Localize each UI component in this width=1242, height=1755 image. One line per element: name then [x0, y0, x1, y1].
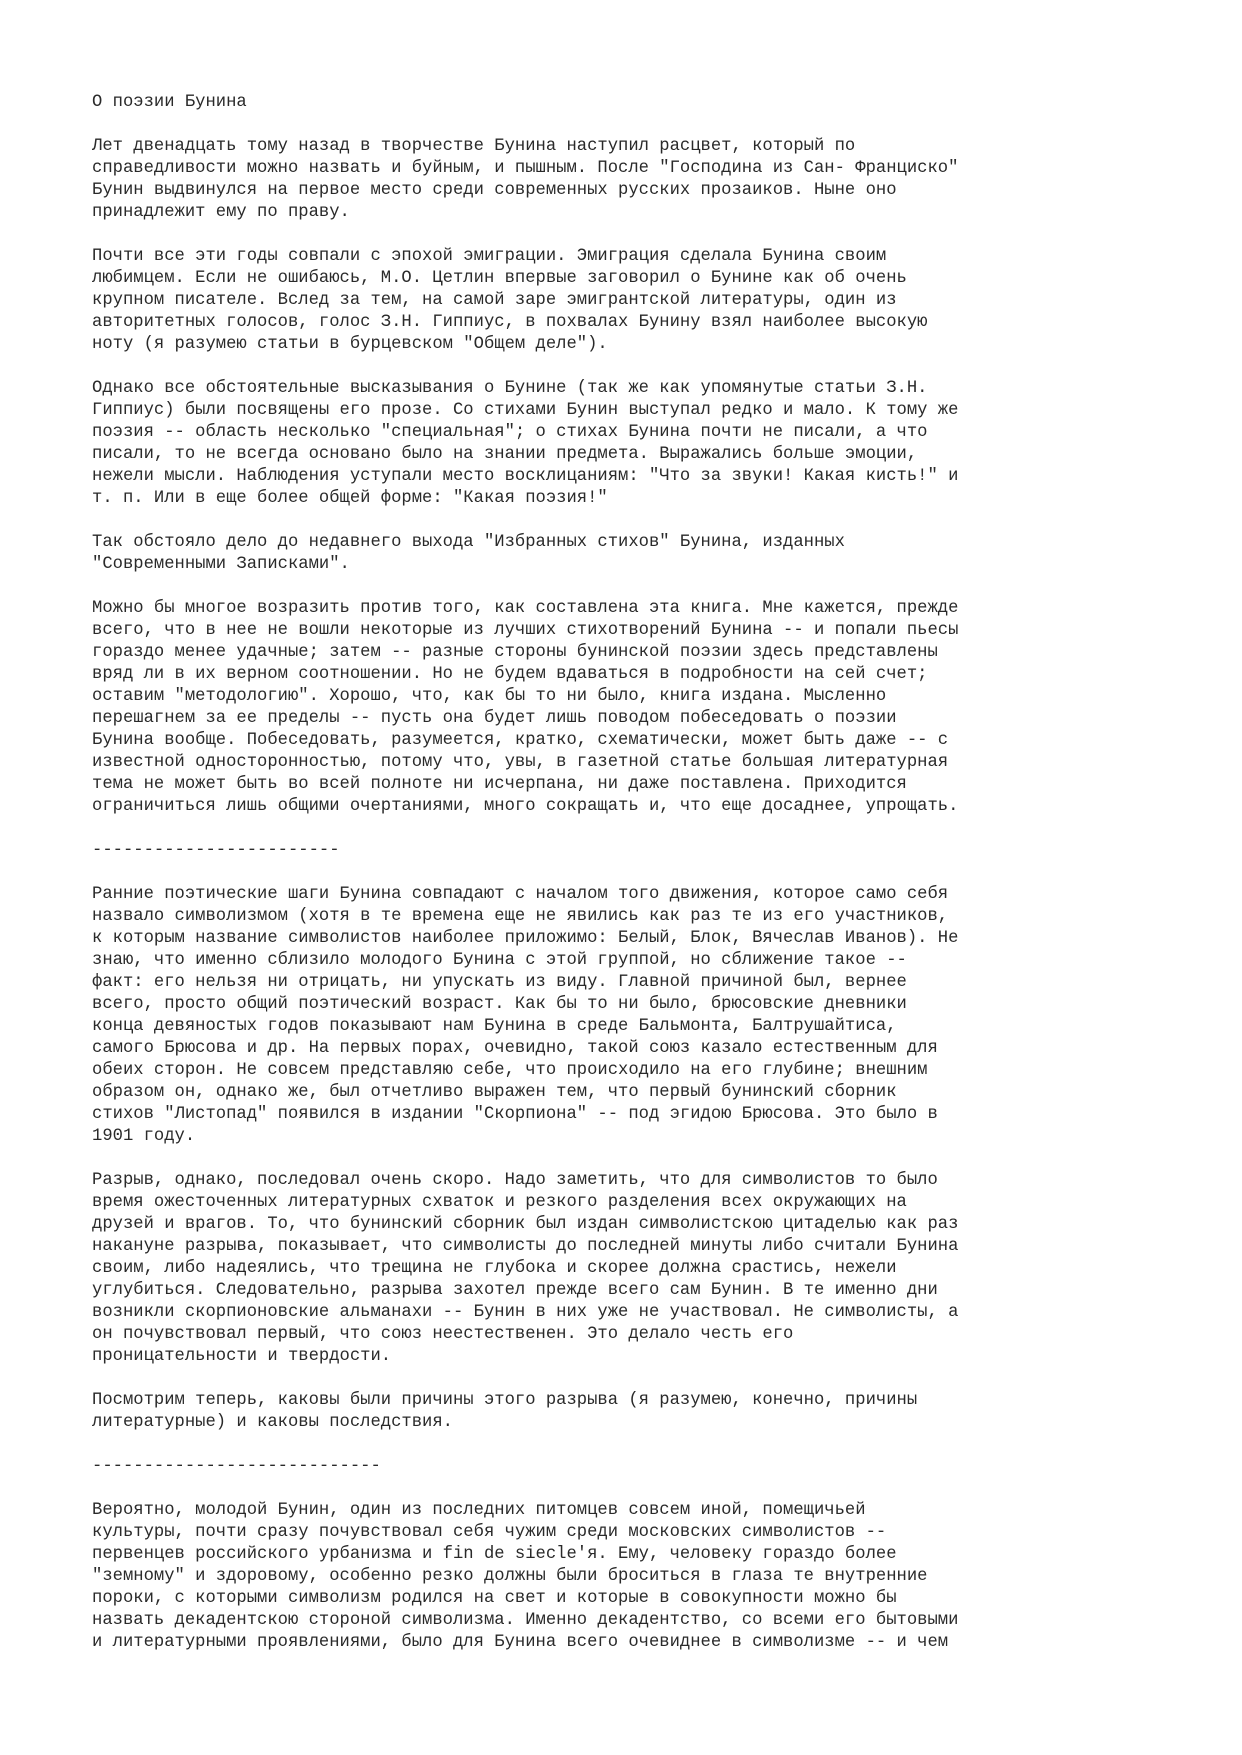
- text-line: гораздо менее удачные; затем -- разные стороны бунинской поэзии здесь представлены: [92, 643, 938, 662]
- text-line: пороки, с которыми символизм родился на свет и которые в совокупности можно бы: [92, 1589, 897, 1608]
- text-line: самого Брюсова и др. На первых порах, очевидно, такой союз казало естественным для: [92, 1039, 938, 1058]
- text-line: принадлежит ему по праву.: [92, 203, 350, 222]
- paragraph: [92, 1390, 1202, 1434]
- paragraph: [92, 884, 1202, 1148]
- text-line: и литературными проявлениями, было для Бунина всего очевиднее в символизме -- и чем: [92, 1633, 949, 1652]
- text-line: Разрыв, однако, последовал очень скоро. Надо заметить, что для символистов то было: [92, 1171, 938, 1190]
- text-line: своим, либо надеялись, что трещина не глубока и скорее должна срастись, нежели: [92, 1259, 897, 1278]
- text-line: Посмотрим теперь, каковы были причины этого разрыва (я разумею, конечно, причины: [92, 1391, 918, 1410]
- text-line: Вероятно, молодой Бунин, один из последних питомцев совсем иной, помещичьей: [92, 1501, 866, 1520]
- text-line: конца девяностых годов показывают нам Бунина в среде Бальмонта, Балтрушайтиса,: [92, 1017, 897, 1036]
- text-line: литературные) и каковы последствия.: [92, 1413, 453, 1432]
- paragraph: [92, 378, 1202, 510]
- text-line: проницательности и твердости.: [92, 1347, 392, 1366]
- text-line: "Современными Записками".: [92, 555, 350, 574]
- text-line: образом он, однако же, был отчетливо выражен тем, что первый бунинский сборник: [92, 1083, 897, 1102]
- text-line: всего, просто общий поэтический возраст. Как бы то ни было, брюсовские дневники: [92, 995, 907, 1014]
- text-line: ------------------------: [92, 841, 340, 860]
- section-divider: [92, 1456, 1202, 1478]
- section-divider: [92, 840, 1202, 862]
- text-line: перешагнем за ее пределы -- пусть она будет лишь поводом побеседовать о поэзии: [92, 709, 897, 728]
- text-line: стихов "Листопад" появился в издании "Скорпиона" -- под эгидою Брюсова. Это было в: [92, 1105, 938, 1124]
- paragraph-gap: [92, 1478, 1202, 1500]
- text-line: справедливости можно назвать и буйным, и пышным. После "Господина из Сан- Франциско": [92, 159, 959, 178]
- text-line: друзей и врагов. То, что бунинский сборник был издан символистскою цитаделью как раз: [92, 1215, 959, 1234]
- document-body: [92, 136, 1202, 1654]
- text-line: крупном писателе. Вслед за тем, на самой заре эмигрантской литературы, один из: [92, 291, 897, 310]
- text-line: всего, что в нее не вошли некоторые из лучших стихотворений Бунина -- и попали пьесы: [92, 621, 959, 640]
- paragraph-gap: [92, 818, 1202, 840]
- paragraph-gap: [92, 1434, 1202, 1456]
- text-line: время ожесточенных литературных схваток и резкого разделения всех окружающих на: [92, 1193, 907, 1212]
- paragraph-gap: [92, 356, 1202, 378]
- text-line: знаю, что именно сблизило молодого Бунина с этой группой, но сближение такое --: [92, 951, 907, 970]
- paragraph-gap: [92, 510, 1202, 532]
- text-line: факт: его нельзя ни отрицать, ни упускать из виду. Главной причиной был, вернее: [92, 973, 907, 992]
- text-line: известной односторонностью, потому что, увы, в газетной статье большая литературная: [92, 753, 949, 772]
- text-line: углубиться. Следовательно, разрыва захотел прежде всего сам Бунин. В те именно дни: [92, 1281, 938, 1300]
- text-line: культуры, почти сразу почувствовал себя чужим среди московских символистов --: [92, 1523, 887, 1542]
- text-line: Так обстояло дело до недавнего выхода "Избранных стихов" Бунина, изданных: [92, 533, 845, 552]
- paragraph: [92, 1500, 1202, 1654]
- text-line: 1901 году.: [92, 1127, 196, 1146]
- text-line: назвать декадентскою стороной символизма. Именно декадентство, со всеми его бытовыми: [92, 1611, 959, 1630]
- text-line: Гиппиус) были посвящены его прозе. Со стихами Бунин выступал редко и мало. К тому же: [92, 401, 959, 420]
- paragraph: [92, 532, 1202, 576]
- text-line: авторитетных голосов, голос З.Н. Гиппиус, в похвалах Бунину взял наиболее высокую: [92, 313, 928, 332]
- paragraph-gap: [92, 576, 1202, 598]
- text-line: Однако все обстоятельные высказывания о Бунине (так же как упомянутые статьи З.Н.: [92, 379, 928, 398]
- paragraph: [92, 136, 1202, 224]
- paragraph-gap: [92, 1148, 1202, 1170]
- paragraph-gap: [92, 1368, 1202, 1390]
- text-line: ноту (я разумею статьи в бурцевском "Общем деле").: [92, 335, 608, 354]
- paragraph: [92, 246, 1202, 356]
- text-line: вряд ли в их верном соотношении. Но не будем вдаваться в подробности на сей счет;: [92, 665, 928, 684]
- paragraph-gap: [92, 224, 1202, 246]
- text-line: к которым название символистов наиболее приложимо: Белый, Блок, Вячеслав Иванов). Не: [92, 929, 959, 948]
- paragraph-gap: [92, 862, 1202, 884]
- text-line: тема не может быть во всей полноте ни исчерпана, ни даже поставлена. Приходится: [92, 775, 907, 794]
- text-line: накануне разрыва, показывает, что символисты до последней минуты либо считали Бунина: [92, 1237, 959, 1256]
- text-line: Лет двенадцать тому назад в творчестве Бунина наступил расцвет, который по: [92, 137, 856, 156]
- text-line: Можно бы многое возразить против того, как составлена эта книга. Мне кажется, прежде: [92, 599, 959, 618]
- document-page: [92, 92, 1202, 1654]
- text-line: обеих сторон. Не совсем представляю себе, что происходило на его глубине; внешним: [92, 1061, 928, 1080]
- text-line: ----------------------------: [92, 1457, 381, 1476]
- text-line: нежели мысли. Наблюдения уступали место восклицаниям: "Что за звуки! Какая кисть!" и: [92, 467, 959, 486]
- text-line: оставим "методологию". Хорошо, что, как бы то ни было, книга издана. Мысленно: [92, 687, 887, 706]
- text-line: назвало символизмом (хотя в те времена еще не явились как раз те из его участников,: [92, 907, 949, 926]
- text-line: Почти все эти годы совпали с эпохой эмиграции. Эмиграция сделала Бунина своим: [92, 247, 887, 266]
- text-line: "земному" и здоровому, особенно резко должны были броситься в глаза те внутренние: [92, 1567, 928, 1586]
- text-line: любимцем. Если не ошибаюсь, М.О. Цетлин впервые заговорил о Бунине как об очень: [92, 269, 907, 288]
- text-line: Ранние поэтические шаги Бунина совпадают с началом того движения, которое само себя: [92, 885, 949, 904]
- text-line: Бунина вообще. Побеседовать, разумеется, кратко, схематически, может быть даже -- с: [92, 731, 949, 750]
- text-line: писали, то не всегда основано было на знании предмета. Выражались больше эмоции,: [92, 445, 918, 464]
- paragraph: [92, 598, 1202, 818]
- document-title: О поэзии Бунина: [92, 93, 247, 112]
- text-line: он почувствовал первый, что союз неестественен. Это делало честь его: [92, 1325, 794, 1344]
- paragraph: [92, 1170, 1202, 1368]
- text-line: Бунин выдвинулся на первое место среди современных русских прозаиков. Ныне оно: [92, 181, 897, 200]
- text-line: т. п. Или в еще более общей форме: "Какая поэзия!": [92, 489, 608, 508]
- text-line: первенцев российского урбанизма и fin de siecle'я. Ему, человеку гораздо более: [92, 1545, 897, 1564]
- text-line: возникли скорпионовские альманахи -- Бунин в них уже не участвовал. Не символисты, а: [92, 1303, 959, 1322]
- text-line: ограничиться лишь общими очертаниями, много сокращать и, что еще досаднее, упрощать.: [92, 797, 959, 816]
- text-line: поэзия -- область несколько "специальная"; о стихах Бунина почти не писали, а что: [92, 423, 928, 442]
